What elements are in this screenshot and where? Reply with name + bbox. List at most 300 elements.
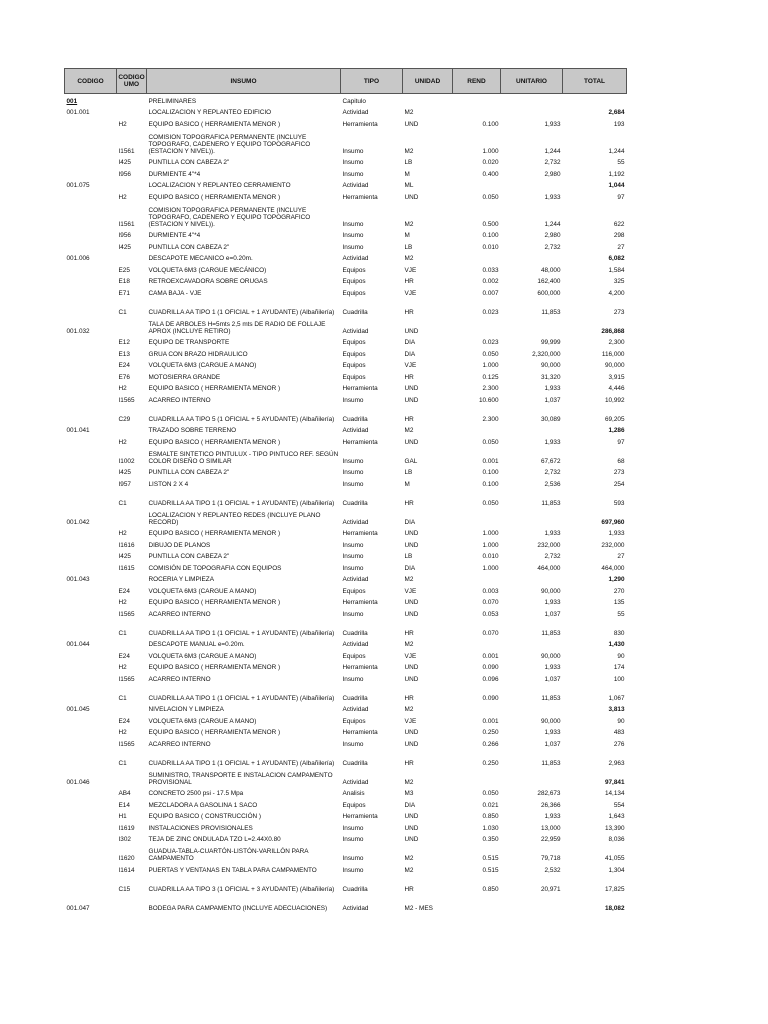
table-row [65, 94, 627, 106]
row-unit-price [501, 768, 563, 787]
row-total: 273 [613, 469, 625, 476]
row-description: EQUIPO BASICO ( HERRAMIENTA MENOR ) [148, 438, 281, 446]
table-row [65, 435, 627, 447]
row-unit-price: 2,732 [544, 553, 561, 560]
row-unit-price: 2,532 [544, 866, 561, 874]
table-row [65, 661, 627, 673]
table-row [65, 672, 627, 684]
row-unit: M2 [404, 255, 414, 262]
row-code [65, 359, 117, 371]
row-code [65, 787, 117, 799]
row-unit-price [501, 638, 563, 650]
row-unit-price [501, 703, 563, 715]
row-code [65, 527, 117, 539]
row-code [65, 229, 117, 241]
row-description: CUADRILLA AA TIPO 1 (1 OFICIAL + 1 AYUDANTE) (Albañilería) [148, 759, 335, 767]
row-code [65, 447, 117, 466]
row-unit-price: 1,037 [544, 610, 561, 618]
row-total [563, 94, 627, 106]
row-unit: HR [404, 759, 414, 767]
row-type: Equipos [342, 587, 366, 595]
row-unit: M2 [404, 427, 414, 434]
row-yield: 2.300 [482, 415, 499, 423]
row-sub-code: E18 [118, 278, 130, 285]
row-type: Insumo [342, 170, 364, 178]
row-total: 18,082 [604, 904, 625, 912]
table-row [65, 263, 627, 275]
row-description: GRUA CON BRAZO HIDRAULICO [148, 350, 248, 358]
row-description: EQUIPO BASICO ( HERRAMIENTA MENOR ) [148, 664, 281, 671]
row-sub-code [117, 317, 147, 336]
table-row [65, 489, 627, 508]
row-yield [453, 106, 501, 118]
row-sub-code: H2 [118, 729, 127, 736]
row-total: 1,584 [608, 266, 625, 274]
row-code: 001.044 [66, 641, 90, 648]
row-yield: 0.050 [482, 790, 499, 797]
row-sub-code: H2 [118, 599, 127, 606]
row-yield: 1.000 [482, 362, 499, 369]
row-unit: M2 [404, 706, 414, 713]
row-unit: DIA [404, 518, 416, 526]
row-total: 1,044 [608, 182, 625, 189]
row-yield: 0.090 [482, 664, 499, 671]
row-sub-code [117, 106, 147, 118]
row-sub-code [117, 424, 147, 436]
row-total: 6,082 [608, 255, 625, 262]
row-yield: 0.021 [482, 801, 499, 809]
row-unit: VJE [404, 362, 417, 369]
row-unit-price: 600,000 [537, 289, 561, 297]
header-codigo: CODIGO [65, 69, 117, 94]
header-tipo: TIPO [341, 69, 403, 94]
row-type: Insumo [342, 147, 364, 155]
row-code [65, 263, 117, 275]
row-code [65, 863, 117, 875]
row-description: COMISION TOPOGRAFICA PERMANENTE (INCLUYE TOPOGRAFO, CADENERO Y EQUIPO TOPOGRAFICO (ESTACION Y NIVEL)). [148, 206, 311, 228]
row-description: CUADRILLA AA TIPO 1 (1 OFICIAL + 1 AYUDANTE) (Albañilería) [148, 629, 335, 637]
row-description: EQUIPO BASICO ( HERRAMIENTA MENOR ) [148, 729, 281, 736]
row-yield: 0.050 [482, 438, 499, 446]
table-row [65, 875, 627, 894]
row-unit: LB [404, 469, 413, 476]
row-code [65, 286, 117, 298]
row-unit-price: 11,853 [541, 694, 561, 702]
row-unit-price: 2,732 [544, 469, 561, 476]
row-unit: HR [404, 629, 414, 637]
row-type: Equipos [342, 801, 366, 809]
row-description: ESMALTE SINTETICO PINTULUX - TIPO PINTUCO REF. SEGÚN COLOR DISEÑO O SIMILAR [148, 450, 339, 465]
row-yield: 10.600 [478, 396, 499, 404]
row-type: Cuadrilla [342, 629, 368, 637]
row-type: Insumo [342, 469, 364, 476]
row-yield: 0.515 [482, 855, 499, 862]
table-row [65, 393, 627, 405]
row-yield: 0.096 [482, 675, 499, 683]
row-unit-price: 2,732 [544, 159, 561, 166]
row-description: ACARREO INTERNO [148, 740, 211, 748]
row-sub-code: C1 [118, 499, 127, 507]
row-code [65, 561, 117, 573]
row-total: 593 [613, 499, 625, 507]
table-row [65, 768, 627, 787]
row-unit: M2 [404, 641, 414, 648]
row-unit: M2 [404, 866, 414, 874]
row-unit: UND [404, 385, 419, 392]
row-type: Cuadrilla [342, 308, 368, 316]
row-code [65, 538, 117, 550]
row-unit-price: 20,971 [540, 885, 561, 893]
row-sub-code: I1565 [118, 740, 135, 748]
row-description: DIBUJO DE PLANOS [148, 541, 211, 549]
row-total: 1,933 [608, 530, 625, 537]
row-yield: 0.090 [482, 694, 499, 702]
row-code: 001.001 [66, 109, 90, 116]
row-code: 001.042 [66, 518, 90, 526]
row-yield: 0.350 [482, 836, 499, 843]
row-total: 1,304 [608, 866, 625, 874]
row-unit-price: 2,320,000 [532, 350, 561, 358]
table-row [65, 550, 627, 562]
row-yield: 0.001 [482, 457, 499, 465]
row-sub-code: I1565 [118, 675, 135, 683]
row-yield: 0.053 [482, 610, 499, 618]
row-type: Equipos [342, 717, 366, 725]
row-sub-code: I957 [118, 480, 131, 488]
row-description: LOCALIZACION Y REPLANTEO CERRAMIENTO [148, 182, 291, 189]
row-sub-code: E24 [118, 587, 130, 595]
row-sub-code: I1565 [118, 396, 135, 404]
row-code: 001.032 [66, 327, 90, 335]
row-unit: DIA [404, 564, 416, 572]
table-row [65, 649, 627, 661]
row-total: 2,963 [608, 759, 625, 767]
row-unit: HR [404, 885, 414, 893]
row-sub-code: I1614 [118, 866, 135, 874]
table-row [65, 894, 627, 913]
row-sub-code: I1619 [118, 824, 135, 832]
row-unit: ML [404, 182, 414, 189]
row-unit: UND [404, 193, 419, 201]
row-unit-price: 31,320 [540, 373, 561, 381]
row-unit: VJE [404, 587, 417, 595]
row-sub-code: I425 [118, 159, 131, 166]
row-total: 2,300 [608, 339, 625, 346]
row-description: RETROEXCAVADORA SOBRE ORUGAS [148, 278, 268, 285]
table-row [65, 508, 627, 527]
row-unit-price [501, 894, 563, 913]
row-sub-code [117, 252, 147, 264]
row-code [65, 584, 117, 596]
row-yield: 0.100 [482, 480, 499, 488]
row-unit-price: 1,037 [544, 396, 561, 404]
row-unit-price: 11,853 [541, 499, 561, 507]
table-row [65, 202, 627, 229]
row-type: Insumo [342, 480, 364, 488]
row-unit: VJE [404, 652, 417, 660]
row-total: 55 [617, 610, 625, 618]
row-unit-price: 67,672 [540, 457, 561, 465]
row-unit: UND [404, 599, 419, 606]
row-type: Insumo [342, 553, 364, 560]
row-description: COMISIÓN DE TOPOGRAFIA CON EQUIPOS [148, 564, 282, 572]
row-unit-price: 22,959 [540, 836, 561, 843]
row-code [65, 202, 117, 229]
table-row [65, 863, 627, 875]
row-total: 232,000 [601, 541, 625, 549]
row-sub-code: C15 [118, 885, 131, 893]
row-description: GUADUA-TABLA-CUARTÓN-LISTÓN-VARILLÓN PARA CAMPAMENTO [148, 848, 309, 862]
row-sub-code [117, 703, 147, 715]
row-yield: 0.003 [482, 587, 499, 595]
header-unidad: UNIDAD [403, 69, 453, 94]
row-type: Capitulo [342, 97, 366, 105]
row-sub-code: AB4 [118, 790, 131, 797]
row-description: PUNTILLA CON CABEZA 2" [148, 159, 230, 166]
row-sub-code: H2 [118, 438, 127, 446]
row-sub-code [117, 94, 147, 106]
row-unit-price: 1,037 [544, 740, 561, 748]
row-type: Herramienta [342, 193, 378, 201]
row-unit-price: 26,366 [540, 801, 561, 809]
row-unit-price: 464,000 [537, 564, 561, 572]
row-total: 276 [613, 740, 625, 748]
row-unit [403, 94, 453, 106]
table-row [65, 466, 627, 478]
row-unit: HR [404, 373, 414, 381]
row-unit: UND [404, 610, 419, 618]
table-row [65, 833, 627, 845]
row-sub-code: I1561 [118, 147, 135, 155]
row-unit: HR [404, 278, 414, 285]
table-row [65, 684, 627, 703]
row-description: CUADRILLA AA TIPO 1 (1 OFICIAL + 1 AYUDANTE) (Albañilería) [148, 499, 335, 507]
row-unit-price: 1,933 [544, 530, 561, 537]
row-sub-code: I1615 [118, 564, 135, 572]
row-description: CONCRETO 2500 psi - 17.5 Mpa [148, 790, 244, 797]
row-unit-price [501, 106, 563, 118]
row-sub-code: I302 [118, 836, 131, 843]
row-type: Herramienta [342, 530, 378, 537]
row-sub-code: C1 [118, 694, 127, 702]
row-code: 001.047 [66, 904, 90, 912]
row-unit: UND [404, 327, 419, 335]
row-code [65, 156, 117, 168]
row-description: VOLQUETA 6M3 (CARGUE MECÁNICO) [148, 266, 267, 274]
row-sub-code: E71 [118, 289, 130, 297]
row-code [65, 393, 117, 405]
row-description: PUNTILLA CON CABEZA 2" [148, 553, 230, 560]
row-code [65, 117, 117, 129]
row-description: VOLQUETA 6M3 (CARGUE A MANO) [148, 652, 257, 660]
row-unit-price: 90,000 [540, 587, 561, 595]
row-unit-price [501, 252, 563, 264]
row-total: 1,244 [608, 147, 625, 155]
row-type: Actividad [342, 109, 369, 116]
row-type: Herramienta [342, 438, 378, 446]
row-unit: M2 [404, 576, 414, 583]
row-unit-price: 48,000 [540, 266, 561, 274]
row-code [65, 129, 117, 156]
table-row [65, 252, 627, 264]
row-code [65, 619, 117, 638]
table-row [65, 477, 627, 489]
table-row [65, 106, 627, 118]
row-type: Equipos [342, 652, 366, 660]
row-type: Herramienta [342, 729, 378, 736]
row-code [65, 607, 117, 619]
row-description: PUERTAS Y VENTANAS EN TABLA PARA CAMPAMENTO [148, 866, 317, 874]
row-unit: UND [404, 120, 419, 128]
row-code [65, 466, 117, 478]
row-unit: HR [404, 694, 414, 702]
row-unit-price: 90,000 [540, 717, 561, 725]
row-sub-code: E24 [118, 652, 130, 660]
table-row [65, 447, 627, 466]
row-description: MOTOSIERRA GRANDE [148, 373, 221, 381]
row-yield: 0.050 [482, 499, 499, 507]
row-unit-price: 1,933 [544, 664, 561, 671]
row-description: EQUIPO BASICO ( HERRAMIENTA MENOR ) [148, 120, 281, 128]
row-code [65, 649, 117, 661]
row-total: 2,684 [608, 109, 625, 116]
row-type: Actividad [342, 518, 369, 526]
row-type: Equipos [342, 266, 366, 274]
row-type: Insumo [342, 740, 364, 748]
table-row [65, 714, 627, 726]
table-row [65, 336, 627, 348]
row-sub-code: I425 [118, 553, 131, 560]
table-row [65, 298, 627, 317]
table-row [65, 156, 627, 168]
row-unit-price: 90,000 [540, 362, 561, 369]
row-unit-price: 11,853 [541, 308, 561, 316]
row-yield [453, 317, 501, 336]
row-type: Insumo [342, 564, 364, 572]
row-yield: 0.070 [482, 629, 499, 637]
row-code [65, 875, 117, 894]
row-yield: 0.515 [482, 866, 499, 874]
table-row [65, 798, 627, 810]
row-unit-price: 2,980 [544, 170, 561, 178]
row-code [65, 749, 117, 768]
row-yield: 0.400 [482, 170, 499, 178]
row-description: EQUIPO BASICO ( HERRAMIENTA MENOR ) [148, 385, 281, 392]
row-total: 13,390 [604, 824, 625, 832]
table-row [65, 167, 627, 179]
row-description: EQUIPO BASICO ( HERRAMIENTA MENOR ) [148, 530, 281, 537]
row-type: Analisis [342, 790, 365, 797]
row-total: 1,643 [608, 813, 625, 820]
row-description: LOCALIZACION Y REPLANTEO REDES (INCLUYE PLANO RECORD) [148, 511, 321, 526]
row-unit-price: 232,000 [537, 541, 561, 549]
row-type: Actividad [342, 706, 369, 713]
row-description: VOLQUETA 6M3 (CARGUE A MANO) [148, 362, 257, 369]
row-code [65, 240, 117, 252]
row-unit-price: 1,933 [544, 193, 561, 201]
row-type: Actividad [342, 182, 369, 189]
row-total: 1,067 [608, 694, 625, 702]
row-type: Equipos [342, 278, 366, 285]
row-total: 298 [613, 232, 625, 239]
row-description: PRELIMINARES [148, 97, 197, 105]
table-row [65, 424, 627, 436]
row-yield: 0.001 [482, 652, 499, 660]
row-unit-price [501, 317, 563, 336]
row-sub-code: I1565 [118, 610, 135, 618]
row-type: Actividad [342, 641, 369, 648]
row-code [65, 833, 117, 845]
row-type: Insumo [342, 541, 364, 549]
row-type: Equipos [342, 373, 366, 381]
row-sub-code: C1 [118, 308, 127, 316]
row-sub-code: H2 [118, 530, 127, 537]
row-total: 1,430 [608, 641, 625, 648]
row-unit-price: 1,933 [544, 438, 561, 446]
row-total: 135 [613, 599, 625, 606]
row-yield: 0.010 [482, 553, 499, 560]
row-sub-code: C29 [118, 415, 131, 423]
row-yield: 0.070 [482, 599, 499, 606]
row-type: Cuadrilla [342, 759, 368, 767]
row-code [65, 810, 117, 822]
row-type: Insumo [342, 159, 364, 166]
row-yield: 0.007 [482, 289, 499, 297]
row-type: Insumo [342, 396, 364, 404]
row-sub-code: H2 [118, 385, 127, 392]
row-total: 8,036 [608, 836, 625, 843]
row-total: 90,000 [604, 362, 625, 369]
row-sub-code: H2 [118, 193, 127, 201]
row-total: 10,992 [604, 396, 625, 404]
row-total: 483 [613, 729, 625, 736]
row-code [65, 382, 117, 394]
row-type: Insumo [342, 457, 364, 465]
row-unit-price: 1,244 [544, 220, 561, 228]
row-unit-price: 1,933 [544, 813, 561, 820]
row-total: 4,446 [608, 385, 625, 392]
row-sub-code: E14 [118, 801, 130, 809]
table-row [65, 538, 627, 550]
header-rend: REND [453, 69, 501, 94]
row-type: Insumo [342, 855, 364, 862]
row-code [65, 370, 117, 382]
row-unit: LB [404, 243, 413, 251]
table-row [65, 286, 627, 298]
row-unit-price: 99,999 [540, 339, 561, 346]
row-type: Herramienta [342, 385, 378, 392]
row-type: Cuadrilla [342, 415, 368, 423]
row-unit-price [501, 94, 563, 106]
row-total: 464,000 [601, 564, 625, 572]
row-unit: VJE [404, 717, 417, 725]
row-total: 1,192 [608, 170, 625, 178]
row-type: Actividad [342, 255, 369, 262]
row-description: ACARREO INTERNO [148, 610, 211, 618]
header-insumo: INSUMO [147, 69, 341, 94]
row-unit: UND [404, 438, 419, 446]
row-sub-code: C1 [118, 759, 127, 767]
row-unit-price: 2,536 [544, 480, 561, 488]
row-type: Actividad [342, 778, 369, 786]
row-yield [453, 508, 501, 527]
row-unit-price: 11,853 [541, 759, 561, 767]
row-unit: UND [404, 836, 419, 843]
row-total: 97 [617, 438, 625, 446]
row-sub-code [117, 179, 147, 191]
row-description: TEJA DE ZINC ONDULADA TZO L=2.44X0.80 [148, 836, 281, 843]
row-type: Cuadrilla [342, 694, 368, 702]
